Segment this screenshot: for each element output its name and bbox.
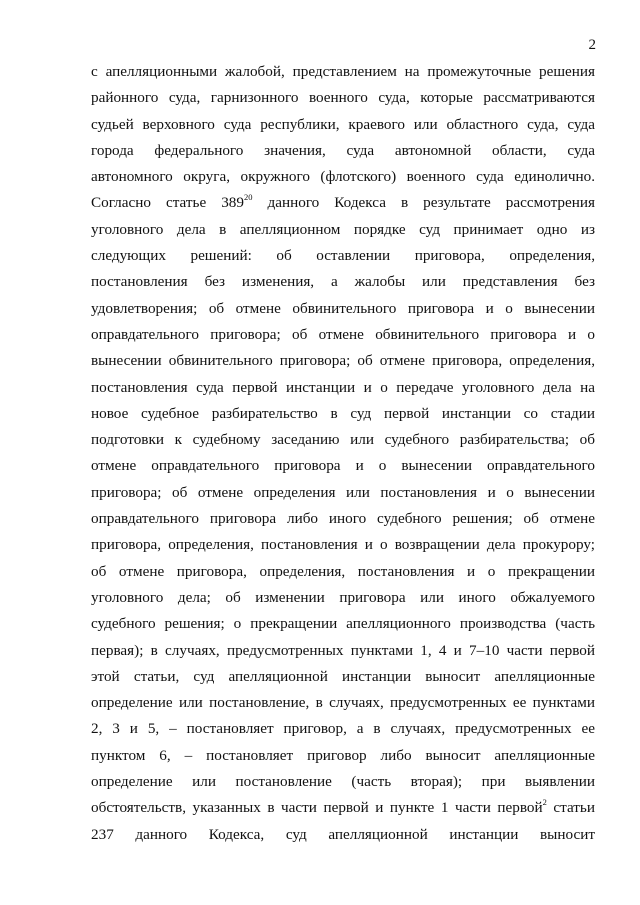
text-line: районного суда, гарнизонного военного суда, которые рассматриваются: [91, 89, 595, 107]
text-line: 237 данного Кодекса, суд апелляционной инстанции выносит: [91, 825, 595, 843]
text-line: постановления без изменения, а жалобы или представления без: [91, 273, 595, 291]
text-line: определение или постановление (часть вторая); при выявлении: [91, 773, 595, 791]
text-line: определение или постановление, в случаях, предусмотренных ее пунктами: [91, 694, 595, 712]
text-line: автономного округа, окружного (флотского) военного суда единолично.: [91, 168, 595, 186]
text-line: приговора; об отмене определения или постановления и о вынесении: [91, 483, 595, 501]
text-line: уголовного дела в апелляционном порядке суд принимает одно из: [91, 220, 595, 238]
text-line: об отмене приговора, определения, постановления и о прекращении: [91, 562, 595, 580]
text-line: приговора, определения, постановления и о возвращении дела прокурору;: [91, 536, 595, 554]
text-line: отмене оправдательного приговора и о вынесении оправдательного: [91, 457, 595, 475]
text-fragment: данного Кодекса в результате рассмотрения: [252, 194, 595, 212]
text-line: пунктом 6, – постановляет приговор либо выносит апелляционные: [91, 746, 595, 764]
text-line: подготовки к судебному заседанию или судебного разбирательства; об: [91, 431, 595, 449]
text-line: города федерального значения, суда автономной области, суда: [91, 141, 595, 159]
text-line: постановления суда первой инстанции и о передаче уголовного дела на: [91, 378, 595, 396]
text-fragment: статьи: [546, 799, 595, 817]
text-line: оправдательного приговора либо иного судебного решения; об отмене: [91, 510, 595, 528]
superscript: 2: [542, 797, 547, 808]
superscript: 20: [244, 192, 253, 203]
text-line: удовлетворения; об отмене обвинительного приговора и о вынесении: [91, 299, 595, 317]
text-line: первая); в случаях, предусмотренных пунктами 1, 4 и 7–10 части первой: [91, 641, 595, 659]
text-line-with-superscript: [91, 795, 595, 821]
text-line: с апелляционными жалобой, представлением на промежуточные решения: [91, 63, 595, 80]
text-line: следующих решений: об оставлении приговора, определения,: [91, 247, 595, 265]
text-line: судебного решения; о прекращении апелляционного производства (часть: [91, 615, 595, 633]
text-line: вынесении обвинительного приговора; об отмене приговора, определения,: [91, 352, 595, 370]
text-line: этой статьи, суд апелляционной инстанции выносит апелляционные: [91, 667, 595, 685]
text-line-with-superscript: [91, 190, 595, 216]
page-number: 2: [588, 37, 596, 53]
text-line: уголовного дела; об изменении приговора или иного обжалуемого: [91, 588, 595, 606]
text-fragment: Согласно статье 389: [91, 194, 244, 212]
text-line: судьей верховного суда республики, краевого или областного суда, суда: [91, 115, 595, 133]
text-line: 2, 3 и 5, – постановляет приговор, а в случаях, предусмотренных ее: [91, 720, 595, 738]
text-line: оправдательного приговора; об отмене обвинительного приговора и о: [91, 325, 595, 343]
text-fragment: обстоятельств, указанных в части первой и пункте 1 части первой: [91, 799, 543, 817]
text-line: новое судебное разбирательство в суд первой инстанции со стадии: [91, 404, 595, 422]
document-body: [91, 59, 595, 848]
